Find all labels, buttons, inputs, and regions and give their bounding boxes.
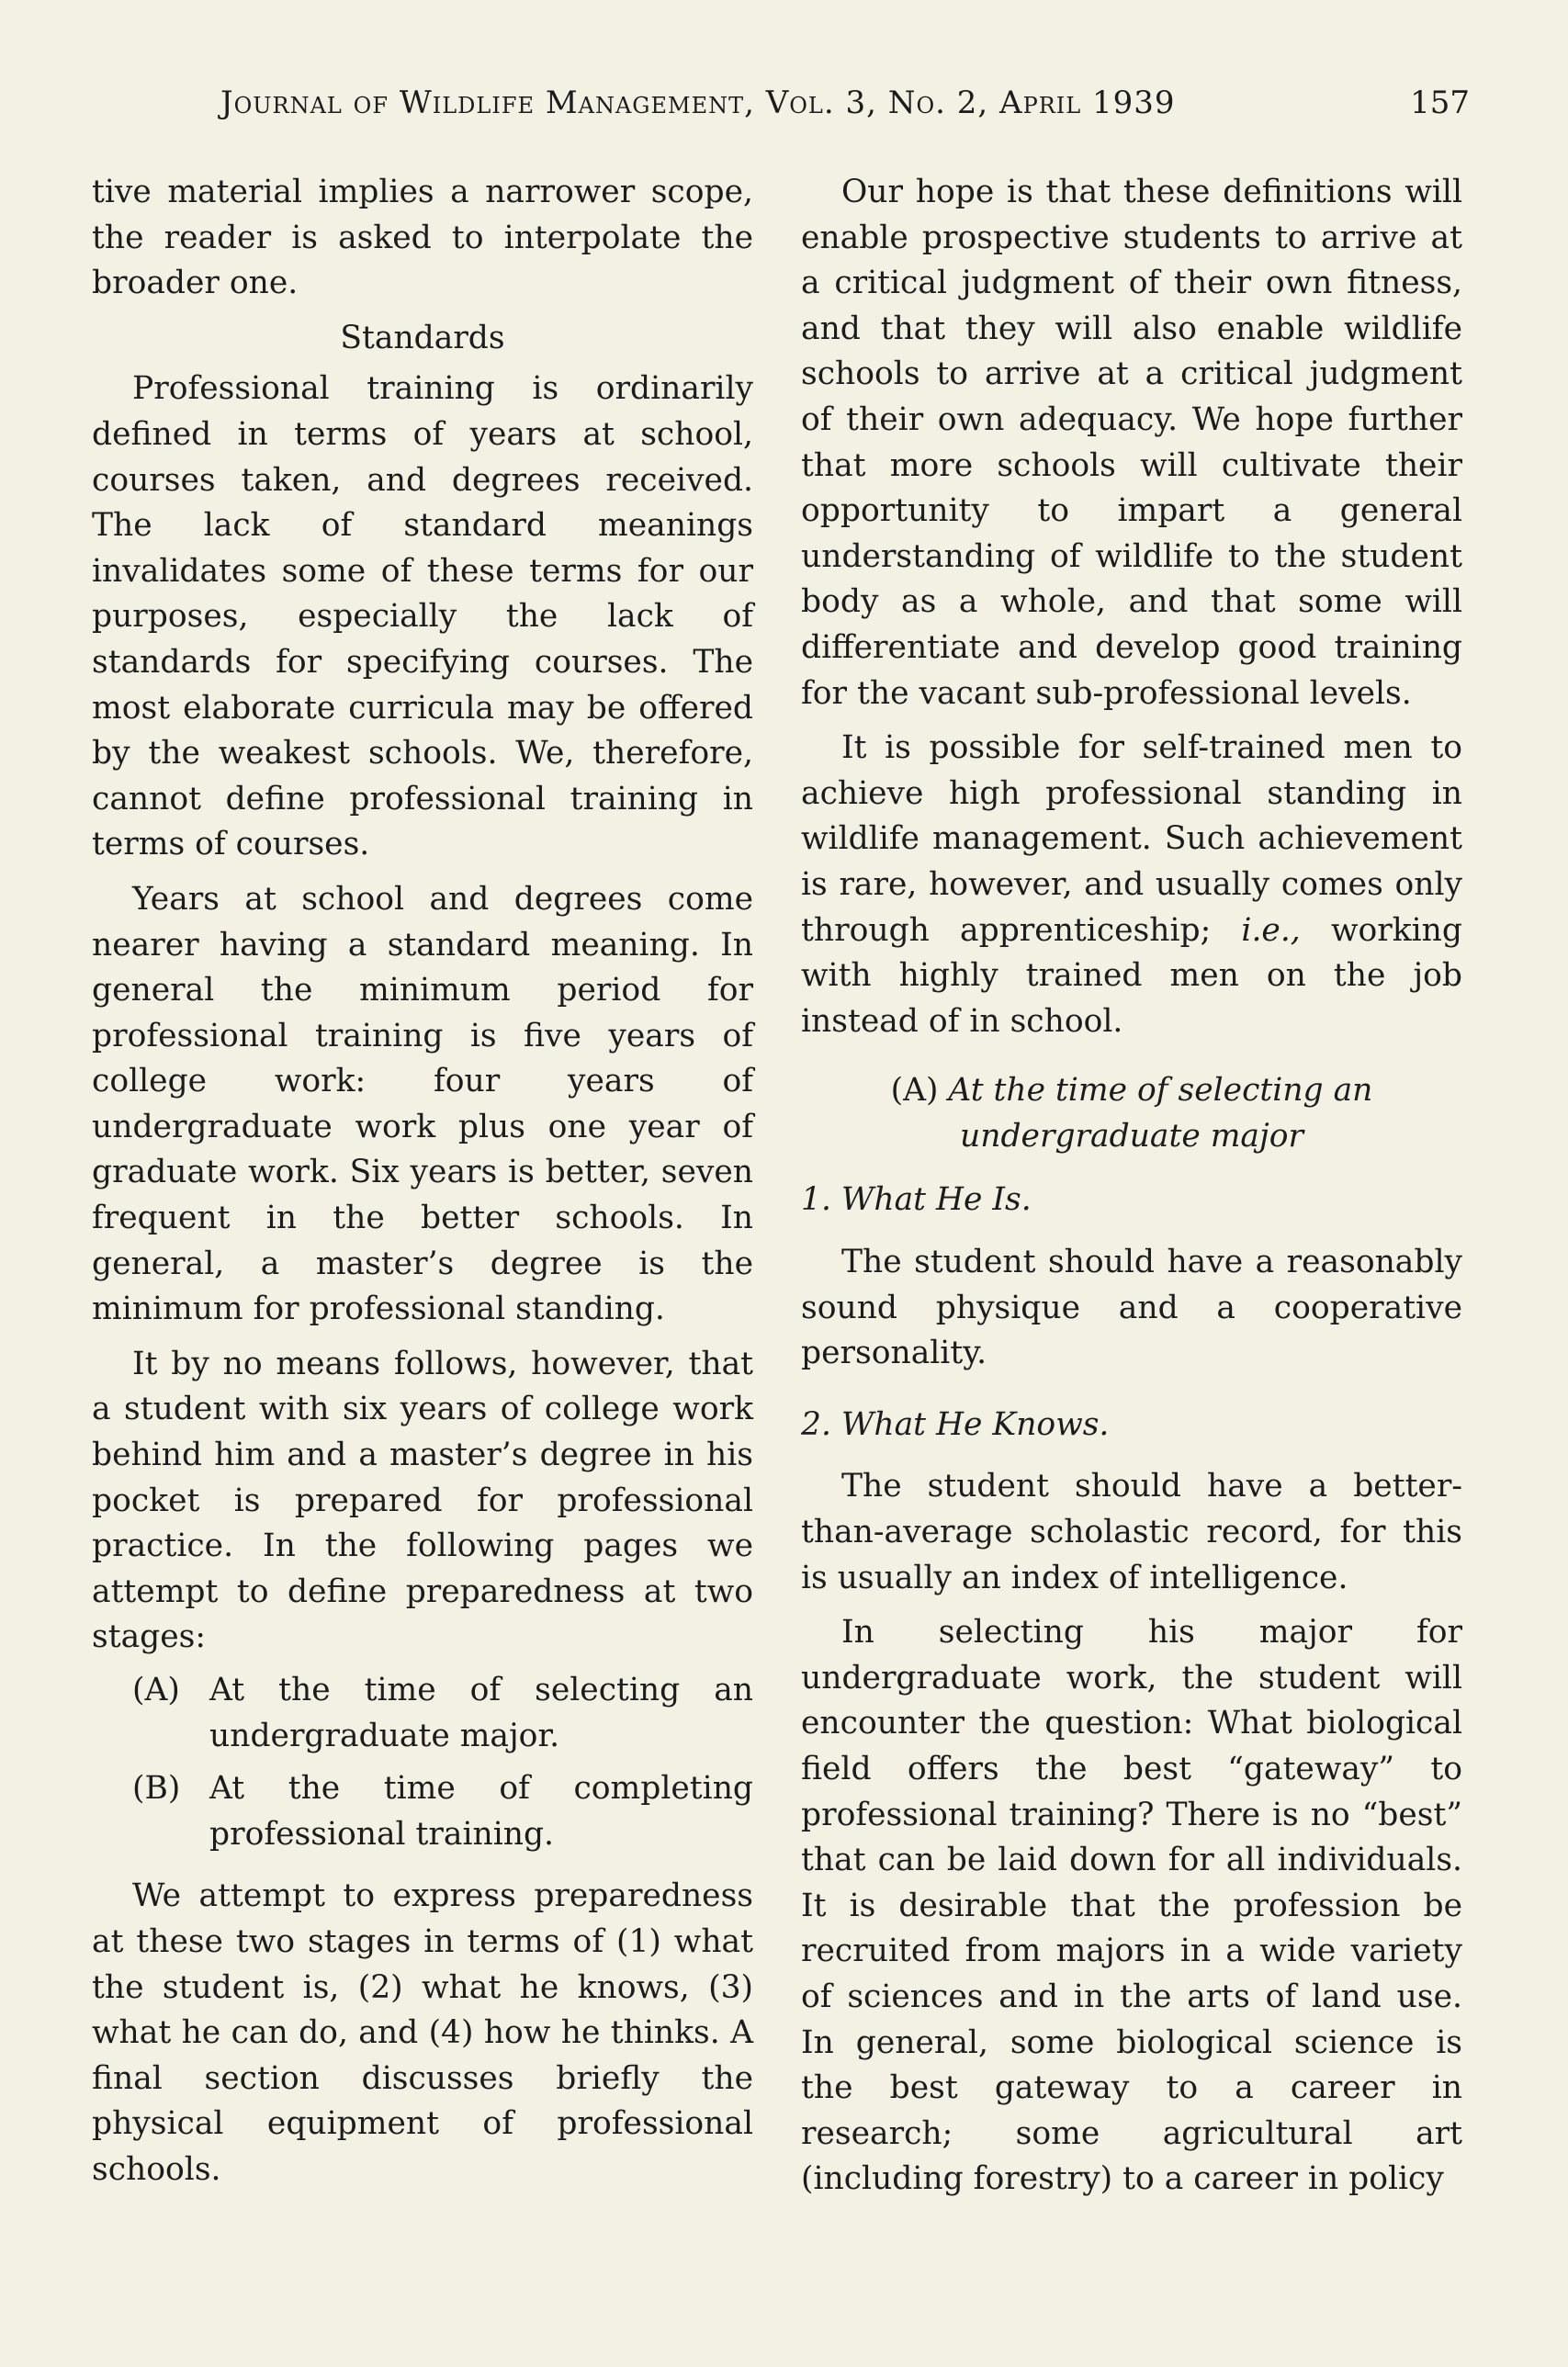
left-column <box>92 170 753 2193</box>
ie-abbrev: i.e., <box>1241 911 1301 949</box>
paragraph: tive material implies a narrower scope, the reader is asked to interpolate the broader one. <box>92 174 753 302</box>
stage-b-item <box>92 1766 753 1857</box>
running-head: Journal of Wildlife Management, Vol. 3, No. 2, April 1939 <box>220 85 1176 121</box>
stage-a-text: At the time of selecting an undergraduate major. <box>209 1672 753 1754</box>
paragraph: It by no means follows, however, that a student with six years of college work behind him and a master’s degree in his pocket is prepared for professional practice. In the following pages we attempt to define preparedness at two stages: <box>92 1345 753 1656</box>
heading-a-line1: At the time of selecting an <box>948 1072 1373 1110</box>
section-heading-a <box>801 1068 1462 1159</box>
paragraph: Years at school and degrees come nearer having a standard meaning. In general the minimum period for professional training is five years of college work: four years of undergraduate work plus one year of graduate work. Six years is better, seven frequent in the better schools. In general, a master’s degree is the minimum for professional standing. <box>92 880 753 1328</box>
stage-b-text: At the time of completing professional training. <box>209 1770 753 1853</box>
subheading-what-he-is: 1. What He Is. <box>801 1181 1032 1219</box>
heading-a-label: (A) <box>890 1072 939 1110</box>
right-column <box>801 170 1462 2203</box>
stage-a-label: (A) <box>132 1672 180 1708</box>
stage-b-label: (B) <box>132 1770 181 1808</box>
subheading-what-he-knows: 2. What He Knows. <box>801 1405 1110 1443</box>
paragraph: We attempt to express preparedness at these two stages in terms of (1) what the student is, (2) what he knows, (3) what he can do, and (4) how he thinks. A final section discusses briefly the physical equipment of professional schools. <box>92 1877 753 2188</box>
paragraph: Our hope is that these definitions will enable prospective students to arrive at a critical judgment of their own fitness, and that they will also enable wildlife schools to arrive at a critical judgment of their own adequacy. We hope further that more schools will cultivate their opportunity to impart a general understanding of wildlife to the student body as a whole, and that some will differentiate and develop good training for the vacant sub-professional levels. <box>801 174 1462 712</box>
paragraph: Professional training is ordinarily defined in terms of years at school, courses taken, and degrees received. The lack of standard meanings invalidates some of these terms for our purposes, especially the lack of standards for specifying courses. The most elaborate curricula may be offered by the weakest schools. We, therefore, cannot define professional training in terms of courses. <box>92 370 753 863</box>
stage-a-item <box>92 1668 753 1759</box>
paragraph-text: It is possible for self-trained men to achieve high professional standing in wildlife management. Such achievement is rare, however, and usually comes only through apprenticeship; <box>801 729 1462 949</box>
paragraph: The student should have a better-than-average scholastic record, for this is usually an index of intelligence. <box>801 1468 1462 1596</box>
paragraph-text: working with highly trained men on the job instead of in school. <box>801 911 1462 1040</box>
section-heading-standards: Standards <box>340 319 505 356</box>
paragraph: In selecting his major for undergraduate work, the student will encounter the question: What biological field offers the best “gateway” to professional training? There is no “best” that can be laid down for all individuals. It is desirable that the profession be recruited from majors in a wide variety of sciences and in the arts of land use. In general, some biological science is the best gateway to a career in research; some agricultural art (including forestry) to a career in policy <box>801 1614 1462 2198</box>
paragraph <box>801 726 1462 1044</box>
heading-a-line2: undergraduate major <box>960 1117 1303 1155</box>
paragraph: The student should have a reasonably sound physique and a cooperative personality. <box>801 1244 1462 1372</box>
page-number: 157 <box>1410 85 1470 121</box>
